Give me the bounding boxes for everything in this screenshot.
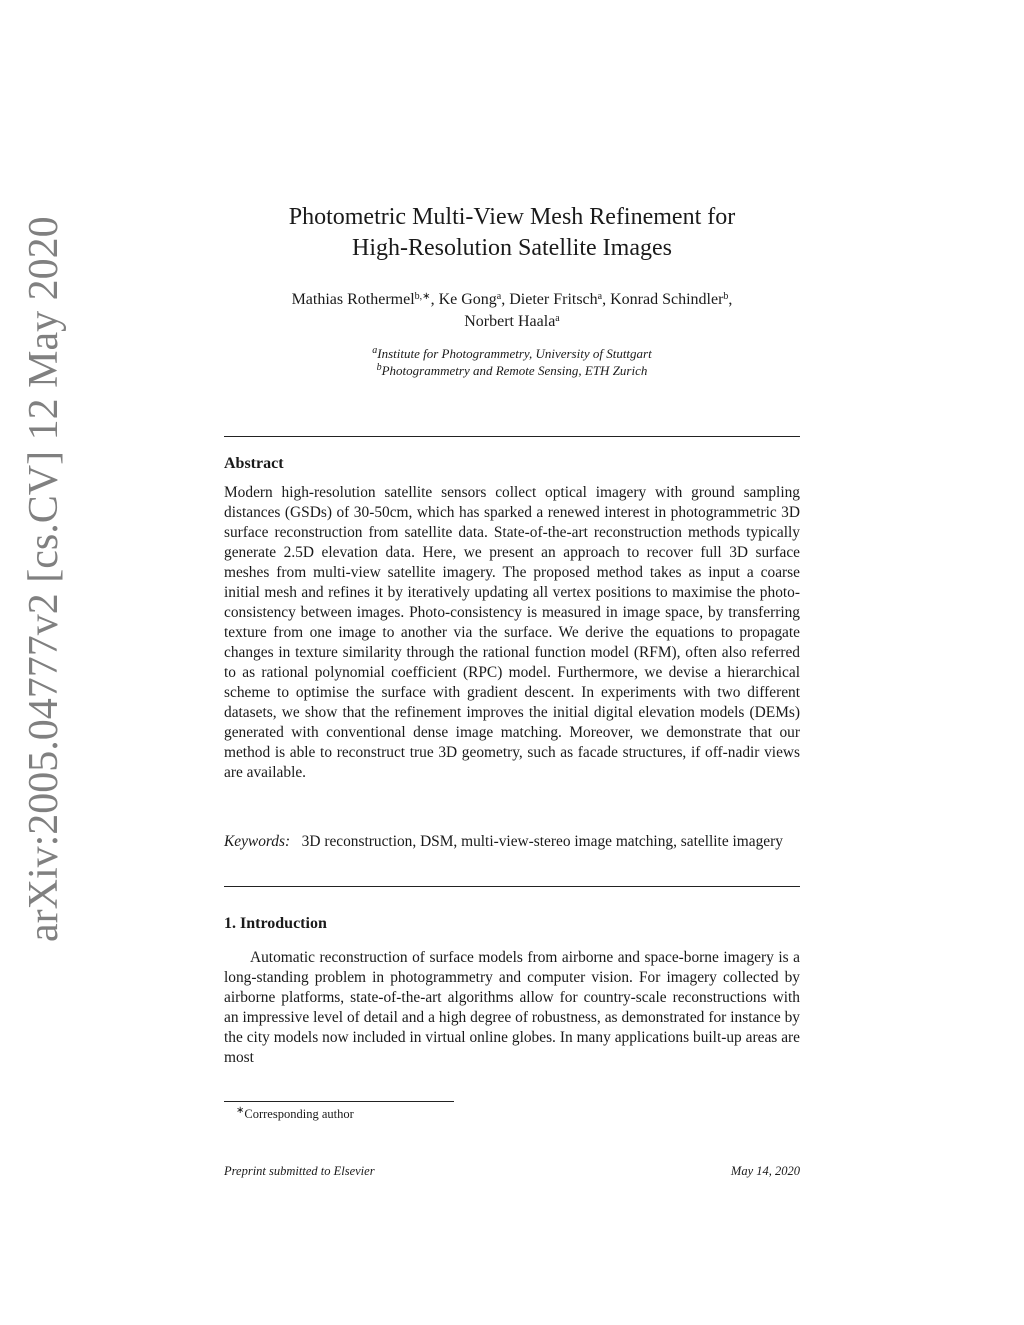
author-name: Dieter Fritsch — [509, 291, 598, 308]
affiliations — [212, 345, 812, 379]
abstract-bottom-rule — [224, 886, 800, 887]
author-affil-mark: b — [723, 291, 729, 302]
affiliation — [212, 345, 812, 362]
affiliation — [212, 362, 812, 379]
abstract-top-rule — [224, 436, 800, 437]
footnote — [236, 1106, 354, 1122]
author-separator: , — [501, 291, 510, 308]
footer-preprint-note: Preprint submitted to Elsevier — [224, 1164, 375, 1178]
footer-date: May 14, 2020 — [730, 1164, 800, 1178]
footnote-rule — [224, 1101, 454, 1102]
author-separator: , — [602, 291, 611, 308]
abstract-text: Modern high-resolution satellite sensors collect optical imagery with ground sampling distances (GSDs) of 30-50cm, which has sparked a renewed interest in photogrammetric 3D surface reconstruction from satellite data. State-of-the-art reconstruction methods typically generate 2.5D elevation data. Here, we present an approach to recover full 3D surface meshes from multi-view satellite imagery. The proposed method takes as input a coarse initial mesh and refines it by iteratively updating all vertex positions to maximise the photo-consistency between images. Photo-consistency is measured in image space, by transferring texture from one image to another via the surface. We derive the equations to propagate changes in texture similarity through the rational function model (RFM), often also referred to as rational polynomial coefficient (RPC) model. Furthermore, we devise a hierarchical scheme to optimise the surface with gradient descent. In experiments with two different datasets, we show that the refinement improves the initial digital elevation models (DEMs) generated with conventional dense image matching. Moreover, we demonstrate that our method is able to reconstruct true 3D geometry, such as facade structures, if off-nadir views are available. — [224, 484, 800, 781]
keywords-label: Keywords: — [224, 833, 291, 850]
author-name: Ke Gong — [438, 291, 497, 308]
author-separator: , — [430, 291, 439, 308]
author-line-1 — [212, 289, 812, 311]
footnote-mark: ∗ — [236, 1105, 245, 1116]
author-name: Konrad Schindler — [610, 291, 724, 308]
author-line-2 — [212, 311, 812, 333]
author-affil-mark: a — [555, 313, 560, 324]
keywords — [224, 832, 800, 852]
author-separator: , — [728, 291, 733, 308]
abstract-heading: Abstract — [224, 455, 284, 472]
arxiv-identifier: arXiv:2005.04777v2 [cs.CV] 12 May 2020 — [21, 216, 67, 942]
author-name: Norbert Haala — [464, 313, 556, 330]
affiliation-text: Photogrammetry and Remote Sensing, ETH Zurich — [381, 363, 648, 378]
introduction-text: Automatic reconstruction of surface models from airborne and space-borne imagery is a long-standing problem in photogrammetry and computer vision. For imagery collected by airborne platforms, state-of-the-art algorithms allow for country-scale reconstructions with an impressive level of detail and a high degree of robustness, as demonstrated for instance by the city models now included in virtual online globes. In many applications built-up areas are most — [224, 949, 800, 1066]
affiliation-mark: b — [376, 362, 382, 373]
introduction-heading: 1. Introduction — [224, 915, 327, 932]
affiliation-text: Institute for Photogrammetry, University of Stuttgart — [377, 346, 652, 361]
keywords-text: 3D reconstruction, DSM, multi-view-stereo image matching, satellite imagery — [301, 833, 783, 850]
title-line-1: Photometric Multi-View Mesh Refinement for — [288, 204, 736, 230]
paper-title — [212, 202, 812, 264]
author-list — [212, 289, 812, 333]
title-line-2: High-Resolution Satellite Images — [352, 235, 672, 261]
author-name: Mathias Rothermel — [291, 291, 415, 308]
author-affil-mark: b,∗ — [414, 291, 431, 302]
author-affil-mark: a — [496, 291, 502, 302]
affiliation-mark: a — [372, 345, 378, 356]
author-affil-mark: a — [597, 291, 603, 302]
footnote-text: Corresponding author — [244, 1107, 354, 1121]
